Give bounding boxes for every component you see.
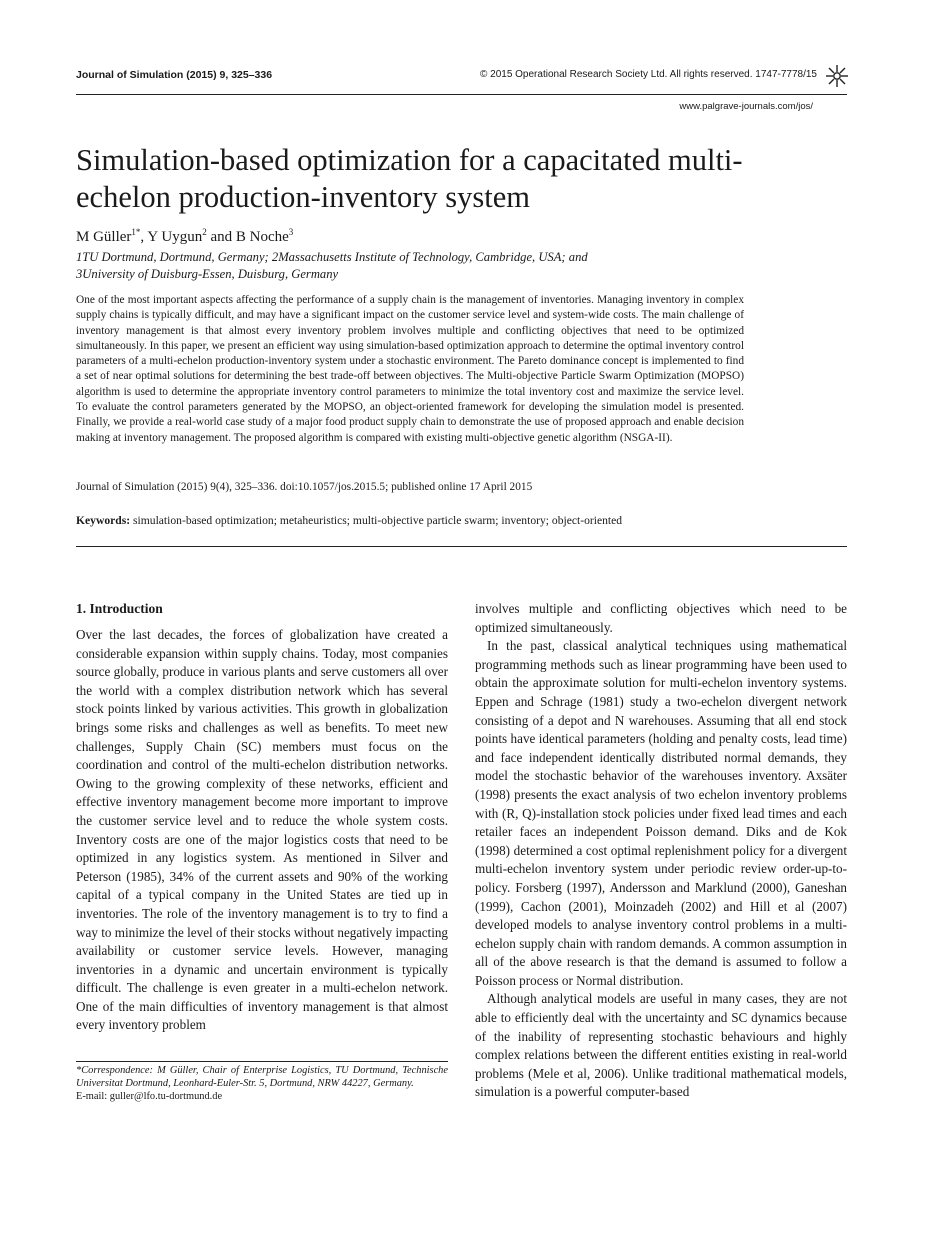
body-paragraph: In the past, classical analytical techniques using mathematical programming methods such as linear programming have been used to obtain the approximate solution for multi-echelon inventory systems. Eppen and Schrage (1981) study a two-echelon divergent network consisting of a depot and N warehouses. Assuming that all end stock points have identical parameters (holding and penalty costs, lead time) and face independent identically distributed normal demands, they model the stochastic behavior of the warehouses inventory. Axsäter (1998) presents the exact analysis of two echelon inventory problems with (R, Q)-installation stock policies under fixed lead times and each retailer faces an independent Poisson demand. Diks and de Kok (1998) determined a cost optimal replenishment policy for a divergent multi-echelon inventory system under periodic review order-up-to-policy. Forsberg (1997), Andersson and Marklund (2000), Ganeshan (1999), Cachon (2001), Moinzadeh (2002) and Hill et al (2007) developed models to analyse inventory control problems in a multi-echelon supply chain with random demands. A common assumption in all of the above research is that the demand is assumed to follow a Poisson process or Normal distribution. [475,638,847,988]
keywords [76,514,622,527]
section-heading: 1. Introduction [76,601,163,616]
affiliations [76,249,588,283]
affiliation-line: 1TU Dortmund, Dortmund, Germany; 2Massachusetts Institute of Technology, Cambridge, USA; and [76,250,588,264]
abstract: One of the most important aspects affecting the performance of a supply chain is the management of inventories. Managing inventory in complex supply chains is typically difficult, and may have a significant impact on the customer service level and system-wide costs. The main challenge of inventory management is that almost every inventory problem involves multiple and conflicting objectives that need to be optimized simultaneously. In this paper, we present an efficient way using simulation-based optimization approach to determine the optimal inventory control parameters of a multi-echelon production-inventory system under a stochastic environment. The Pareto dominance concept is implemented to find a set of near optimal solutions for determining the best trade-off between objectives. The Multi-objective Particle Swarm Optimization (MOPSO) algorithm is used to determine the appropriate inventory control parameters to minimize the total inventory cost and maximize the service level. To evaluate the control parameters generated by the MOPSO, an object-oriented framework for developing the simulation model is presented. Finally, we provide a real-world case study of a major food product supply chain to demonstrate the use of proposed approach and enable decision making at inventory management. The proposed algorithm is compared with existing multi-objective genetic algorithm (NSGA-II). [76,294,744,444]
journal-header: Journal of Simulation (2015) 9, 325–336 [76,69,273,81]
email-link[interactable]: E-mail: guller@lfo.tu-dortmund.de [76,1091,223,1103]
keywords-label: Keywords: [76,514,131,527]
keywords-list: simulation-based optimization; metaheuristics; multi-objective particle swarm; inventory; object-oriented [133,514,623,527]
correspondence-note: *Correspondence: M Güller, Chair of Enterprise Logistics, TU Dortmund, Technische Universitat Dortmund, Leonhard-Euler-Str. 5, Dortmund, NRW 44227, Germany. [76,1065,448,1090]
journal-website-link[interactable]: www.palgrave-journals.com/jos/ [679,101,813,112]
header-rule [76,94,847,95]
affiliation-line: 3University of Duisburg-Essen, Duisburg, Germany [76,267,339,281]
article-title: Simulation-based optimization for a capacitated multi-echelon production-inventory system [76,143,743,214]
right-column [475,600,847,1102]
footnote-rule [76,1061,448,1062]
left-column [76,600,448,1035]
citation-line: Journal of Simulation (2015) 9(4), 325–336. doi:10.1057/jos.2015.5; published online 17 April 2015 [76,481,533,493]
body-paragraph: Although analytical models are useful in many cases, they are not able to efficiently deal with the uncertainty and SC dynamics because of the inability of representing stochastic behaviours and highly complex relations between the different entities existing in real-world problems (Mele et al, 2006). Unlike traditional mathematical models, simulation is a powerful computer-based [475,991,847,1100]
body-paragraph: involves multiple and conflicting objectives which need to be optimized simultaneously. [475,601,847,635]
abstract-rule [76,546,847,547]
body-paragraph: Over the last decades, the forces of globalization have created a considerable expansion within supply chains. Today, most companies source globally, produce in various plants and serve customers all over the world with a complex distribution network which has several stock points linked by various activities. This growth in globalization brings some risks and challenges as well as benefits. To meet new challenges, Supply Chain (SC) members must focus on the coordination and control of the multi-echelon distribution networks. Owing to the growing complexity of these networks, efficient and effective inventory management become more important to improve the customer service level and to reduce the whole system costs. Inventory costs are one of the major logistics costs that need to be optimized in any logistics system. As mentioned in Silver and Peterson (1985), 34% of the current assets and 90% of the working capital of a typical company in the United States are tied up in inventories. The role of the inventory management is to try to find a way to minimize the level of their stocks without negatively impacting availability or customer service levels. However, managing inventories in a dynamic and uncertain environment is typically difficult. The challenge is even greater in a multi-echelon network. One of the main difficulties of inventory management is that almost every inventory problem [76,627,448,1033]
author-list: M Güller$^{1*}$, Y Uygun$^2$ and B Noche$^3$ [76,227,294,245]
copyright-line: © 2015 Operational Research Society Ltd. All rights reserved. 1747-7778/15 [479,69,817,80]
footnote [76,1064,448,1104]
palgrave-star-icon [825,64,849,88]
